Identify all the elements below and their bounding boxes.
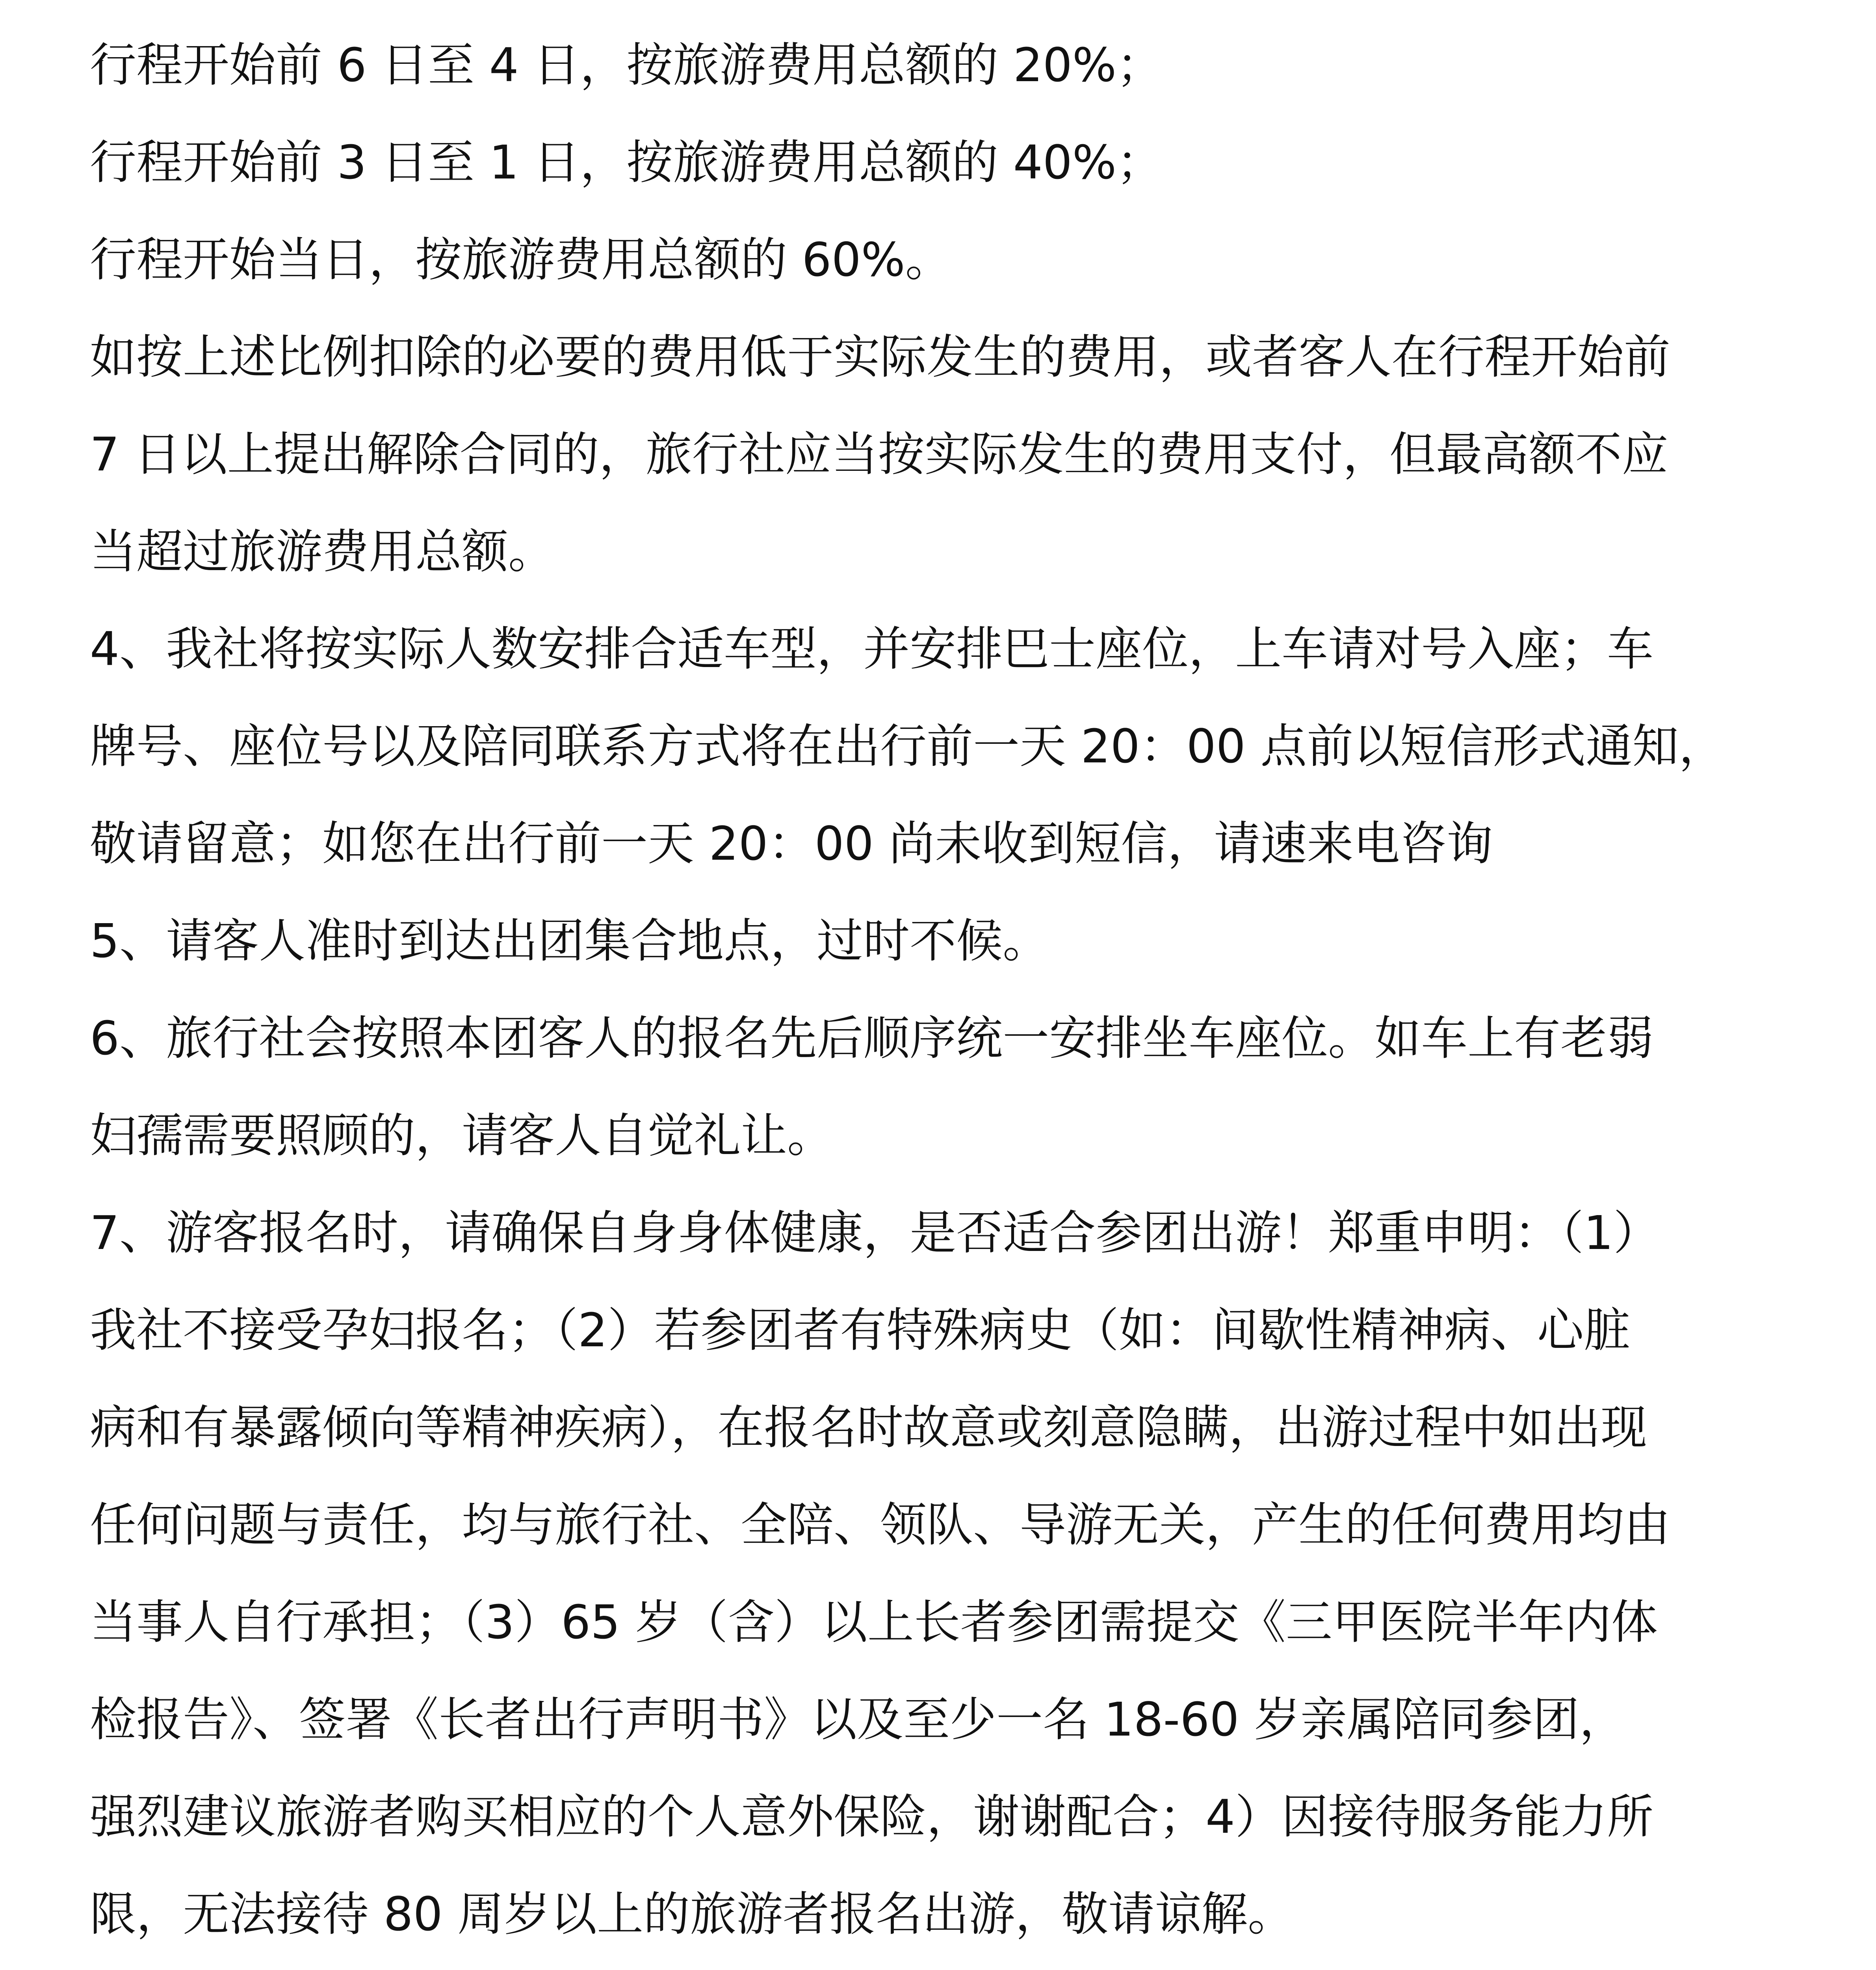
text-line: 行程开始前 3 日至 1 日，按旅游费用总额的 40%； — [90, 135, 1163, 190]
text-line — [90, 1963, 1823, 1970]
text-line: 我社不接受孕妇报名；（2）若参团者有特殊病史（如：间歇性精神病、心脏 — [90, 1303, 1631, 1357]
text-line: 任何问题与责任，均与旅行社、全陪、领队、导游无关，产生的任何费用均由 — [90, 1498, 1671, 1552]
text-line: 7 日以上提出解除合同的，旅行社应当按实际发生的费用支付，但最高额不应 — [90, 427, 1668, 481]
text-line: 7、游客报名时，请确保自身身体健康，是否适合参团出游！郑重申明：（1） — [90, 1206, 1660, 1260]
text-line: 妇孺需要照顾的，请客人自觉礼让。 — [90, 1108, 834, 1163]
text-line: 限，无法接待 80 周岁以上的旅游者报名出游，敬请谅解。 — [90, 1887, 1295, 1941]
text-line: 敬请留意；如您在出行前一天 20：00 尚未收到短信，请速来电咨询 — [90, 816, 1493, 871]
document-body — [90, 17, 1823, 1970]
text-line: 当事人自行承担；（3）65 岁（含）以上长者参团需提交《三甲医院半年内体 — [90, 1595, 1658, 1649]
text-line: 检报告》、签署《长者出行声明书》以及至少一名 18-60 岁亲属陪同参团， — [90, 1692, 1626, 1747]
text-line: 当超过旅游费用总额。 — [90, 524, 555, 579]
text-line: 牌号、座位号以及陪同联系方式将在出行前一天 20：00 点前以短信形式通知， — [90, 719, 1726, 773]
text-line: 行程开始前 6 日至 4 日，按旅游费用总额的 20%； — [90, 38, 1163, 92]
text-line: 6、旅行社会按照本团客人的报名先后顺序统一安排坐车座位。如车上有老弱 — [90, 1011, 1654, 1065]
text-line: 如按上述比例扣除的必要的费用低于实际发生的费用，或者客人在行程开始前 — [90, 330, 1671, 384]
text-line: 行程开始当日，按旅游费用总额的 60%。 — [90, 232, 952, 287]
text-line: 病和有暴露倾向等精神疾病），在报名时故意或刻意隐瞒，出游过程中如出现 — [90, 1400, 1648, 1455]
text-line: 5、请客人准时到达出团集合地点，过时不候。 — [90, 914, 1049, 968]
text-line: 4、我社将按实际人数安排合适车型，并安排巴士座位，上车请对号入座；车 — [90, 622, 1654, 676]
text-line: 强烈建议旅游者购买相应的个人意外保险，谢谢配合；4）因接待服务能力所 — [90, 1790, 1654, 1844]
